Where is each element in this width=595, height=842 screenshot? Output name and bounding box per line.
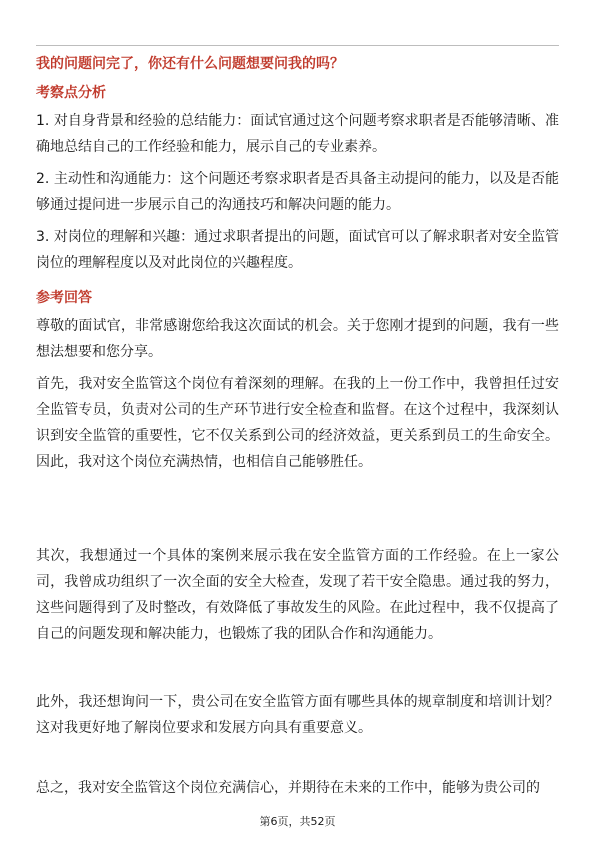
analysis-heading: 考察点分析 (36, 85, 106, 101)
answer-paragraph-5: 总之，我对安全监管这个岗位充满信心，并期待在未来的工作中，能够为贵公司的 (36, 780, 540, 796)
interview-question: 我的问题问完了，你还有什么问题想要问我的吗？ (36, 56, 344, 72)
analysis-point-1: 1. 对自身背景和经验的总结能力：面试官通过这个问题考察求职者是否能够清晰、准确地总结自己的工作经验和能力，展示自己的专业素养。 (36, 113, 559, 155)
analysis-point-3: 3. 对岗位的理解和兴趣：通过求职者提出的问题，面试官可以了解求职者对安全监管岗位的理解程度以及对此岗位的兴趣程度。 (36, 229, 559, 271)
analysis-point-2: 2. 主动性和沟通能力：这个问题还考察求职者是否具备主动提问的能力，以及是否能够通过提问进一步展示自己的沟通技巧和解决问题的能力。 (36, 171, 559, 213)
answer-paragraph-3: 其次，我想通过一个具体的案例来展示我在安全监管方面的工作经验。在上一家公司，我曾成功组织了一次全面的安全大检查，发现了若干安全隐患。通过我的努力，这些问题得到了及时整改，有效降低了事故发生的风险。在此过程中，我不仅提高了自己的问题发现和解决能力，也锻炼了我的团队合作和沟通能力。 (36, 548, 559, 642)
answer-paragraph-4: 此外，我还想询问一下，贵公司在安全监管方面有哪些具体的规章制度和培训计划？这对我更好地了解岗位要求和发展方向具有重要意义。 (36, 694, 559, 736)
page-number: 第6页，共52页 (259, 815, 336, 828)
answer-paragraph-2: 首先，我对安全监管这个岗位有着深刻的理解。在我的上一份工作中，我曾担任过安全监管专员，负责对公司的生产环节进行安全检查和监督。在这个过程中，我深刻认识到安全监管的重要性，它不仅关系到公司的经济效益，更关系到员工的生命安全。因此，我对这个岗位充满热情，也相信自己能够胜任。 (36, 376, 559, 470)
top-divider (36, 45, 559, 46)
answer-paragraph-1: 尊敬的面试官，非常感谢您给我这次面试的机会。关于您刚才提到的问题，我有一些想法想要和您分享。 (36, 318, 559, 360)
answer-heading: 参考回答 (36, 290, 92, 306)
